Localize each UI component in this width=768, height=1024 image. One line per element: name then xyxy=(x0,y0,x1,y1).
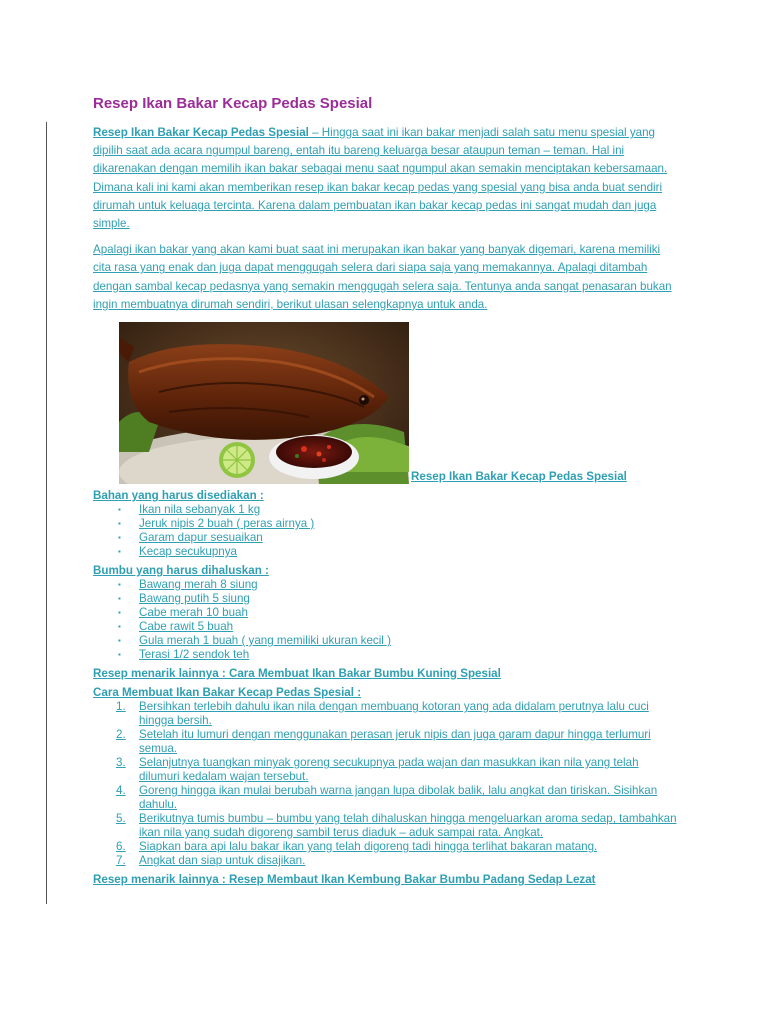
step-number: 3. xyxy=(116,756,126,770)
figure-caption-link[interactable]: Resep Ikan Bakar Kecap Pedas Spesial xyxy=(411,470,627,484)
step-number: 4. xyxy=(116,784,126,798)
list-item: ▪ Kecap secukupnya xyxy=(118,545,237,559)
list-item: ▪ Bawang merah 8 siung xyxy=(118,578,258,592)
list-item: ▪ Cabe rawit 5 buah xyxy=(118,620,234,634)
bullet-icon: ▪ xyxy=(118,622,121,632)
step-number: 7. xyxy=(116,854,126,868)
list-item: ▪ Cabe merah 10 buah xyxy=(118,606,248,620)
grilled-fish-photo xyxy=(119,322,409,484)
list-item: ▪ Jeruk nipis 2 buah ( peras airnya ) xyxy=(118,517,315,531)
list-item: ▪ Gula merah 1 buah ( yang memiliki ukuran kecil ) xyxy=(118,634,391,648)
ingredients-list xyxy=(93,503,678,559)
figure xyxy=(93,322,678,484)
bullet-icon: ▪ xyxy=(118,650,121,660)
list-item: 4. Goreng hingga ikan mulai berubah warna jangan lupa dibolak balik, lalu angkat dan tiriskan. Sisihkan dahulu. xyxy=(116,784,658,812)
article-body xyxy=(93,124,678,887)
list-item: 5. Berikutnya tumis bumbu – bumbu yang telah dihaluskan hingga mengeluarkan aroma sedap, tambahkan ikan nila yang sudah digoreng sambil terus diaduk – aduk sampai rata. Angkat. xyxy=(116,812,677,840)
list-item: ▪ Bawang putih 5 siung xyxy=(118,592,250,606)
bullet-icon: ▪ xyxy=(118,580,121,590)
ingredients-heading[interactable]: Bahan yang harus disediakan : xyxy=(93,489,264,503)
bullet-icon: ▪ xyxy=(118,505,121,515)
step-number: 6. xyxy=(116,840,126,854)
related-recipe-link-1[interactable]: Resep menarik lainnya : Cara Membuat Ikan Bakar Bumbu Kuning Spesial xyxy=(93,667,501,681)
bullet-icon: ▪ xyxy=(118,608,121,618)
bullet-icon: ▪ xyxy=(118,594,121,604)
step-number: 1. xyxy=(116,700,126,714)
list-item: 3. Selanjutnya tuangkan minyak goreng secukupnya pada wajan dan masukkan ikan nila yang telah dilumuri kedalam wajan tersebut. xyxy=(116,756,639,784)
list-item: 7. Angkat dan siap untuk disajikan. xyxy=(116,854,306,868)
list-item: ▪ Garam dapur sesuaikan xyxy=(118,531,263,545)
list-item: ▪ Terasi 1/2 sendok teh xyxy=(118,648,250,662)
spices-heading[interactable]: Bumbu yang harus dihaluskan : xyxy=(93,564,269,578)
bullet-icon: ▪ xyxy=(118,547,121,557)
step-number: 2. xyxy=(116,728,126,742)
bullet-icon: ▪ xyxy=(118,636,121,646)
page-title: Resep Ikan Bakar Kecap Pedas Spesial xyxy=(93,95,373,112)
steps-list xyxy=(93,700,678,868)
list-item: 1. Bersihkan terlebih dahulu ikan nila dengan membuang kotoran yang ada didalam perutnya lalu cuci hingga bersih. xyxy=(116,700,649,728)
bullet-icon: ▪ xyxy=(118,519,121,529)
intro-paragraph-1-text: – Hingga saat ini ikan bakar menjadi salah satu menu spesial yang dipilih saat ada acara ngumpul bareng, entah itu bareng keluarga besar ataupun teman – teman. Hal ini dikarenakan dengan memilih ikan bakar sebagai menu saat ngumpul akan semakin menciptakan kebersamaan. Dimana kali ini kami akan memberikan resep ikan bakar kecap pedas yang spesial yang bisa anda buat sendiri dirumah untuk keluaga tercinta. Karena dalam pembuatan ikan bakar kecap pedas ini sangat mudah dan juga simple. xyxy=(93,126,668,231)
intro-lead-link[interactable]: Resep Ikan Bakar Kecap Pedas Spesial xyxy=(93,126,309,139)
intro-paragraph-1 xyxy=(93,124,678,233)
list-item: ▪ Ikan nila sebanyak 1 kg xyxy=(118,503,261,517)
list-item: 6. Siapkan bara api lalu bakar ikan yang telah digoreng tadi hingga terlihat bakaran matang. xyxy=(116,840,598,854)
steps-heading[interactable]: Cara Membuat Ikan Bakar Kecap Pedas Spesial : xyxy=(93,686,362,700)
spices-list xyxy=(93,578,678,662)
list-item: 2. Setelah itu lumuri dengan menggunakan perasan jeruk nipis dan juga garam dapur hingga terlumuri semua. xyxy=(116,728,651,756)
related-recipe-link-2[interactable]: Resep menarik lainnya : Resep Membaut Ikan Kembung Bakar Bumbu Padang Sedap Lezat xyxy=(93,873,596,887)
margin-rule xyxy=(46,122,47,904)
intro-paragraph-2: Apalagi ikan bakar yang akan kami buat saat ini merupakan ikan bakar yang banyak digemari, karena memiliki cita rasa yang enak dan juga dapat menggugah selera dari siapa saja yang memakannya. Apalagi ditambah dengan sambal kecap pedasnya yang semakin menggugah selera saja. Tentunya anda sangat penasaran bukan ingin membuatnya dirumah sendiri, berikut ulasan selengkapnya untuk anda. xyxy=(93,243,672,311)
bullet-icon: ▪ xyxy=(118,533,121,543)
step-number: 5. xyxy=(116,812,126,826)
